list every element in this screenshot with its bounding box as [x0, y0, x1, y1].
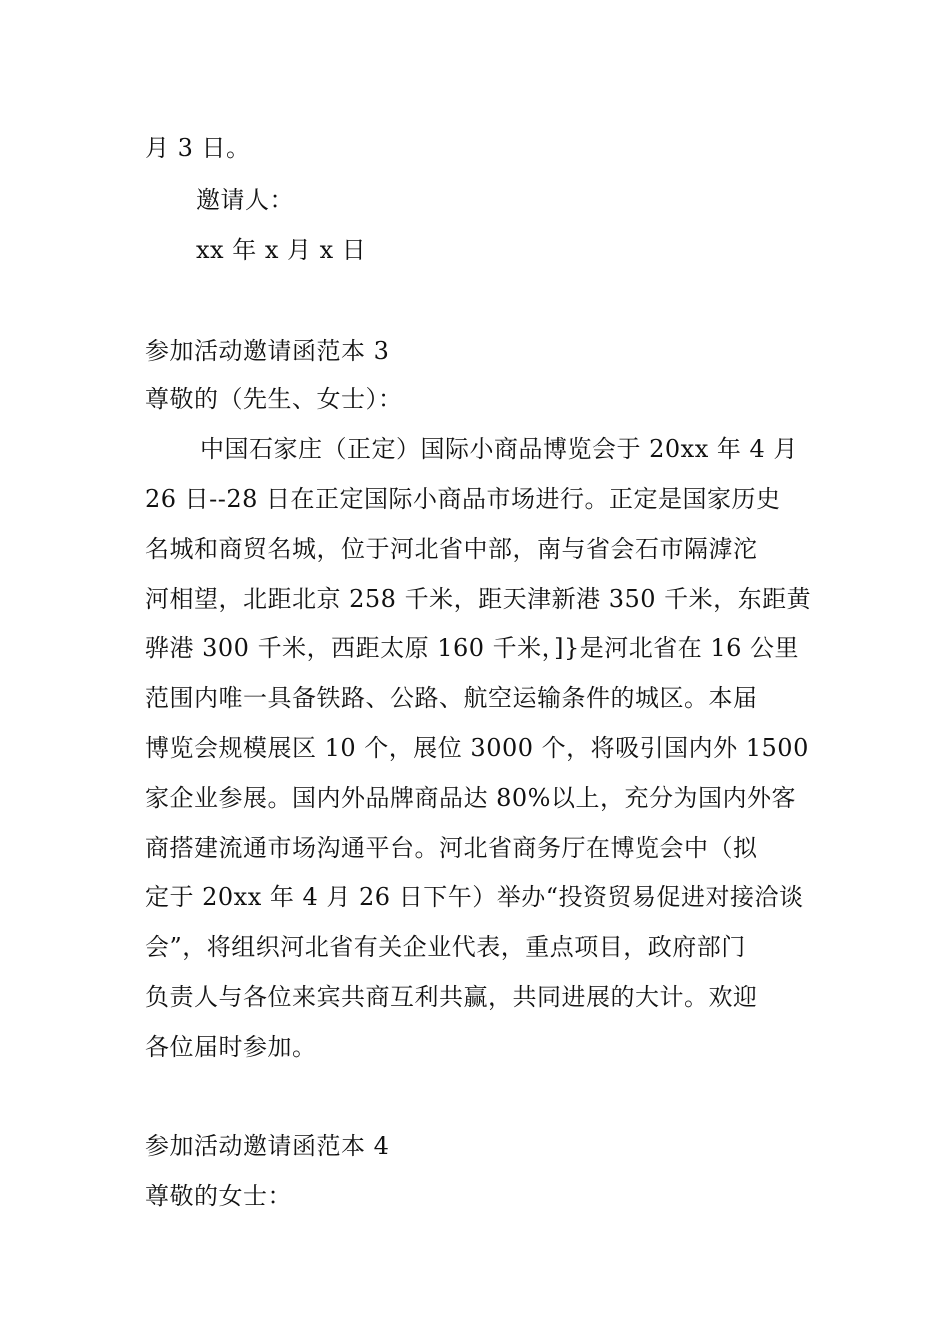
body-line: 博览会规模展区 10 个，展位 3000 个，将吸引国内外 1500 — [145, 734, 809, 762]
body-line: 负责人与各位来宾共商互利共赢，共同进展的大计。欢迎 — [145, 983, 758, 1011]
body-line: 名城和商贸名城，位于河北省中部，南与省会石市隔滹沱 — [145, 535, 758, 563]
body-line: 26 日--28 日在正定国际小商品市场进行。正定是国家历史 — [145, 485, 781, 513]
body-line: 各位届时参加。 — [145, 1033, 317, 1061]
section4-salutation: 尊敬的女士： — [145, 1182, 292, 1210]
body-line: 范围内唯一具备铁路、公路、航空运输条件的城区。本届 — [145, 684, 758, 712]
body-line: 河相望，北距北京 258 千米，距天津新港 350 千米，东距黄 — [145, 585, 812, 613]
closing-line: 月 3 日。 — [145, 134, 251, 162]
body-line: 会”，将组织河北省有关企业代表，重点项目，政府部门 — [145, 933, 746, 961]
date-line: xx 年 x 月 x 日 — [196, 236, 367, 264]
body-line: 商搭建流通市场沟通平台。河北省商务厅在博览会中（拟 — [145, 834, 758, 862]
body-line: 骅港 300 千米，西距太原 160 千米，]}是河北省在 16 公里 — [145, 634, 800, 662]
section3-heading: 参加活动邀请函范本 3 — [145, 337, 390, 365]
body-line: 家企业参展。国内外品牌商品达 80%以上，充分为国内外客 — [145, 784, 796, 812]
inviter-label: 邀请人： — [196, 186, 294, 214]
section4-heading: 参加活动邀请函范本 4 — [145, 1132, 390, 1160]
section3-salutation: 尊敬的（先生、女士）： — [145, 385, 403, 413]
body-line: 中国石家庄（正定）国际小商品博览会于 20xx 年 4 月 — [200, 435, 798, 463]
body-line: 定于 20xx 年 4 月 26 日下午）举办“投资贸易促进对接洽谈 — [145, 883, 804, 911]
